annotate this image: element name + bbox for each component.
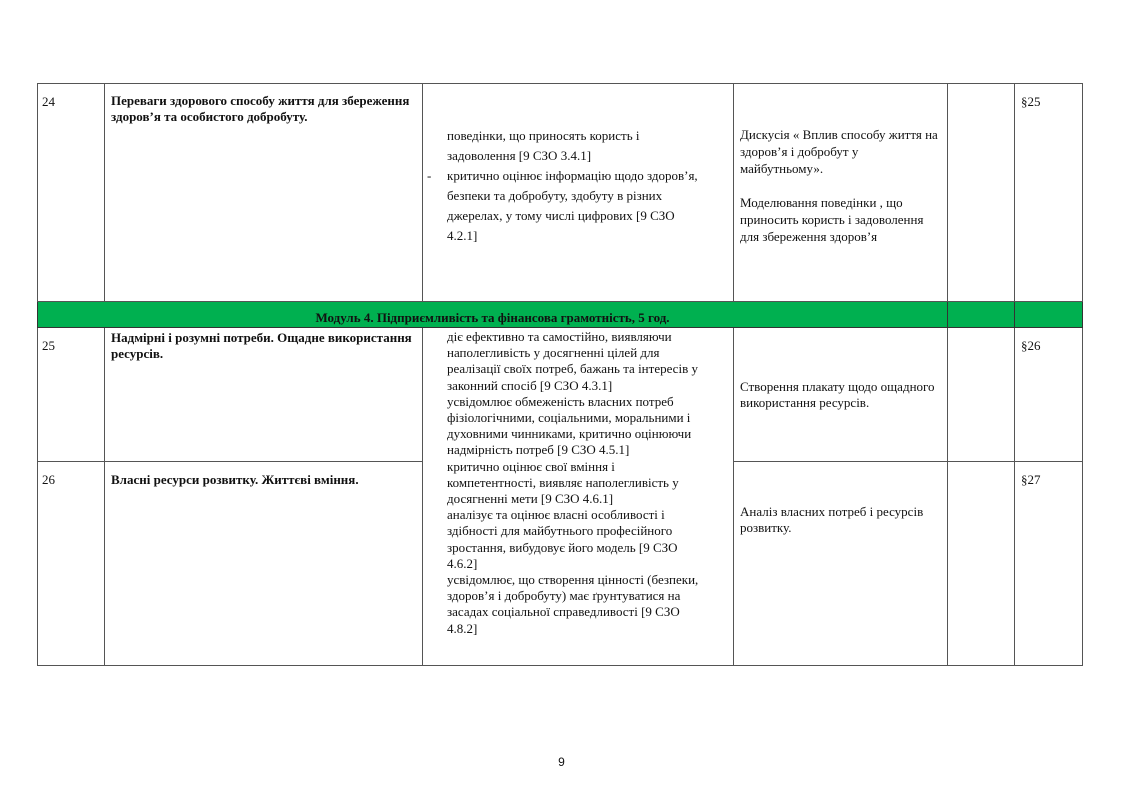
- competency-line: аналізує та оцінює власні особливості і: [447, 507, 665, 523]
- competency-line: джерелах, у тому числі цифрових [9 СЗО: [447, 208, 675, 223]
- notes-cell: [948, 84, 1015, 302]
- activity-text: Аналіз власних потреб і ресурсів розвитку.: [740, 504, 924, 535]
- competency-line: 4.2.1]: [447, 228, 478, 243]
- textbook-reference: §26: [1015, 328, 1083, 462]
- activity-modeling: Моделювання поведінки , що приносить користь і задоволення для збереження здоров’я: [740, 195, 924, 244]
- notes-cell: [948, 328, 1015, 462]
- competency-line: здоров’я і добробуту) має ґрунтуватися на: [447, 588, 681, 604]
- competency-line: духовними чинниками, критично оцінюючи: [447, 426, 692, 442]
- competency-line: 4.6.2]: [447, 555, 478, 571]
- lesson-topic: Переваги здорового способу життя для збереження здоров’я та особистого добробуту.: [105, 84, 423, 302]
- competency-line: здібності для майбутнього професійного: [447, 523, 673, 539]
- activity-discussion: Дискусія « Вплив способу життя на здоров’я і добробут у майбутньому».: [740, 127, 938, 176]
- competencies-cell: [423, 84, 734, 302]
- competency-line: усвідомлює обмеженість власних потреб: [447, 393, 674, 409]
- competency-line: надмірність потреб [9 СЗО 4.5.1]: [447, 442, 630, 458]
- competency-line: наполегливість у досягненні цілей для: [447, 345, 660, 361]
- textbook-reference: §25: [1015, 84, 1083, 302]
- competency-line: задоволення [9 СЗО 3.4.1]: [447, 148, 592, 163]
- lesson-number: 26: [38, 462, 105, 666]
- competency-line: реалізації своїх потреб, бажань та інтересів у: [447, 361, 698, 377]
- lesson-number: 25: [38, 328, 105, 462]
- competency-line: поведінки, що приносять користь і: [447, 128, 640, 143]
- competency-line: законний спосіб [9 СЗО 4.3.1]: [447, 377, 613, 393]
- module-empty-cell: [1015, 302, 1083, 328]
- competency-line: фізіологічними, соціальними, моральними і: [447, 410, 691, 426]
- lesson-plan-table: [37, 83, 1083, 666]
- module-empty-cell: [948, 302, 1015, 328]
- competency-line: критично оцінює свої вміння і: [447, 458, 615, 474]
- activity-cell: Створення плакату щодо ощадного використання ресурсів.: [734, 328, 948, 462]
- table-row-24: [38, 84, 1083, 302]
- competency-line: компетентності, виявляє наполегливість у: [447, 474, 679, 490]
- competency-line: досягненні мети [9 СЗО 4.6.1]: [447, 491, 614, 507]
- competency-line: безпеки та добробуту, здобуту в різних: [447, 188, 663, 203]
- table-row-25: [38, 328, 1083, 462]
- activity-cell: [734, 462, 948, 666]
- lesson-topic: Власні ресурси розвитку. Життєві вміння.: [105, 462, 423, 666]
- page-number: 9: [558, 755, 565, 769]
- lesson-topic: Надмірні і розумні потреби. Ощадне використання ресурсів.: [105, 328, 423, 462]
- competency-line: зростання, вибудовує його модель [9 СЗО: [447, 539, 678, 555]
- competency-line: засадах соціальної справедливості [9 СЗО: [447, 604, 680, 620]
- competency-line-dashed: [427, 166, 729, 186]
- merged-competencies-cell: [423, 328, 734, 666]
- lesson-number: 24: [38, 84, 105, 302]
- activities-cell: [734, 84, 948, 302]
- competency-line: діє ефективно та самостійно, виявляючи: [447, 329, 672, 344]
- notes-cell: [948, 462, 1015, 666]
- competency-line: 4.8.2]: [447, 620, 478, 636]
- competency-line: усвідомлює, що створення цінності (безпеки,: [447, 572, 699, 588]
- competency-text: критично оцінює інформацію щодо здоров’я,: [447, 168, 698, 183]
- textbook-reference: §27: [1015, 462, 1083, 666]
- list-dash: -: [427, 168, 432, 183]
- module-header-row: [38, 302, 1083, 328]
- module-title: Модуль 4. Підприємливість та фінансова грамотність, 5 год.: [38, 302, 948, 328]
